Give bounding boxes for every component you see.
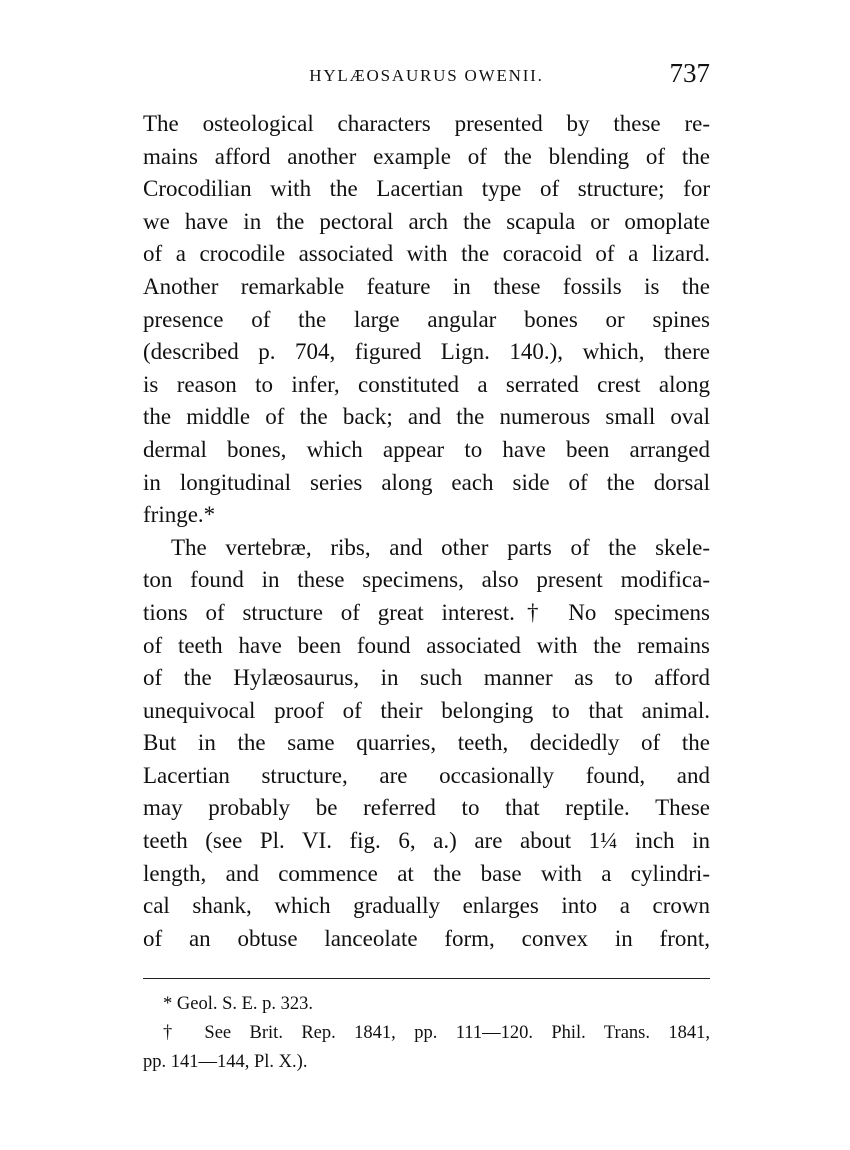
text-line: Lacertian structure, are occasionally found, and <box>143 762 710 788</box>
footnote-rule <box>143 978 710 979</box>
text-line: the middle of the back; and the numerous small oval <box>143 404 710 430</box>
text-line: The osteological characters presented by these re- <box>143 111 710 136</box>
text-line: is reason to infer, constituted a serrated crest along <box>143 371 710 397</box>
text-line: Another remarkable feature in these fossils is the <box>143 273 710 299</box>
text-line: Crocodilian with the Lacertian type of structure; for <box>143 176 710 202</box>
text-line: cal shank, which gradually enlarges into a crown <box>143 893 710 919</box>
text-line: length, and commence at the base with a cylindri- <box>143 860 710 886</box>
text-line: of a crocodile associated with the coracoid of a lizard. <box>143 241 710 267</box>
footnote-line: pp. 141—144, Pl. X.). <box>143 1052 308 1072</box>
running-title: HYLÆOSAURUS OWENII. <box>309 66 544 85</box>
text-line: ton found in these specimens, also present modifica- <box>143 567 710 593</box>
text-line: tions of structure of great interest.† No specimens <box>143 599 710 625</box>
text-line: teeth (see Pl. VI. fig. 6, a.) are about 1¼ inch in <box>143 828 710 854</box>
footnotes <box>143 990 710 1077</box>
text-line: of an obtuse lanceolate form, convex in front, <box>143 925 710 951</box>
text-line: may probably be referred to that reptile. These <box>143 795 710 821</box>
page-number: 737 <box>669 58 710 88</box>
text-line: presence of the large angular bones or spines <box>143 306 710 332</box>
body-text <box>143 108 710 955</box>
text-line: in longitudinal series along each side of the dorsal <box>143 469 710 495</box>
text-line: But in the same quarries, teeth, decidedly of the <box>143 730 710 756</box>
footnote-line: † See Brit. Rep. 1841, pp. 111—120. Phil. Trans. 1841, <box>163 1023 710 1043</box>
running-head <box>143 58 710 94</box>
footnote-line: * Geol. S. E. p. 323. <box>163 994 314 1014</box>
text-line: of teeth have been found associated with the remains <box>143 632 710 658</box>
text-line: The vertebræ, ribs, and other parts of the skele- <box>171 534 710 560</box>
text-line: we have in the pectoral arch the scapula or omoplate <box>143 208 710 234</box>
text-line: unequivocal proof of their belonging to that animal. <box>143 697 710 723</box>
text-line: dermal bones, which appear to have been arranged <box>143 436 710 462</box>
text-line: of the Hylæosaurus, in such manner as to afford <box>143 665 710 691</box>
text-line: fringe.* <box>143 502 216 528</box>
text-line: mains afford another example of the blending of the <box>143 143 710 169</box>
text-line: (described p. 704, figured Lign. 140.), which, there <box>143 339 710 365</box>
